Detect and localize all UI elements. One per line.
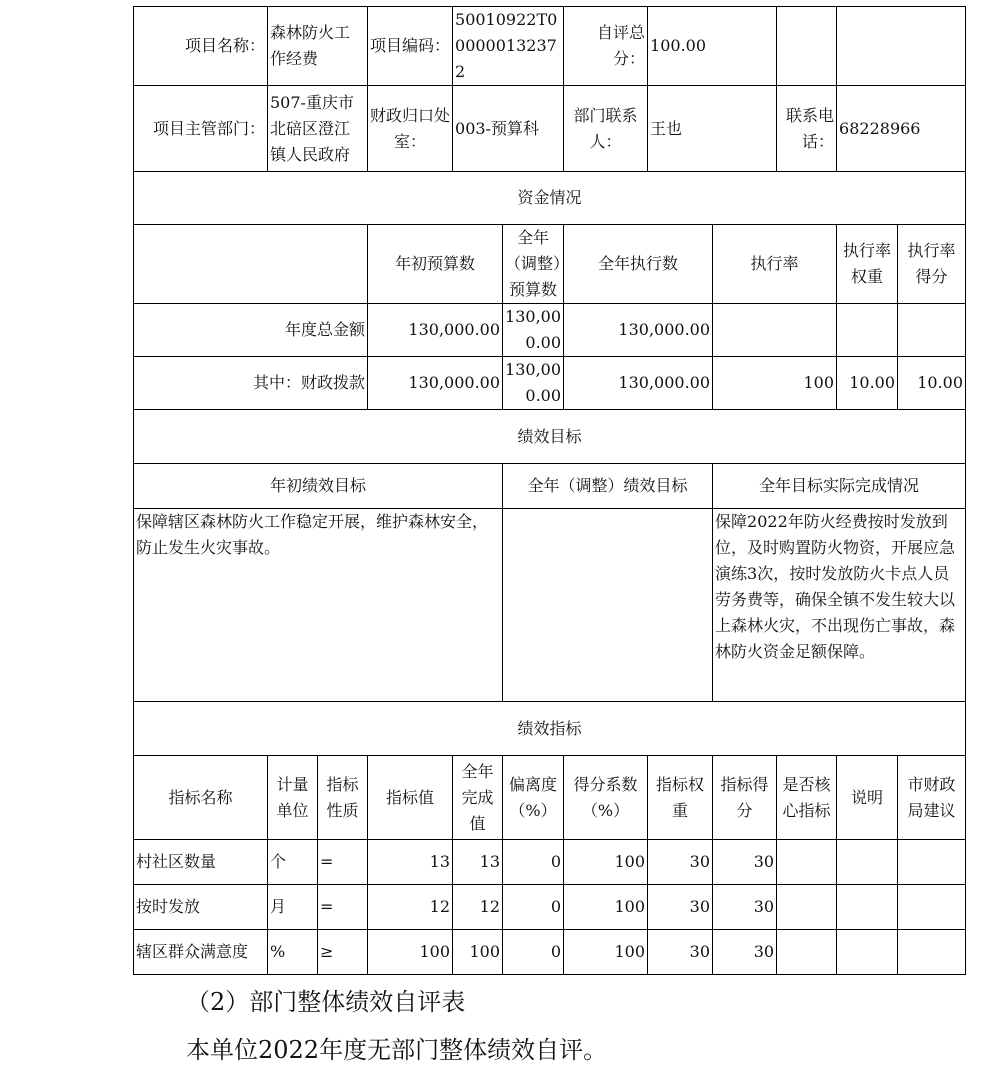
indicator-header-unit: 计量单位	[268, 756, 318, 840]
indicator-row	[134, 885, 966, 930]
indicator-nature: =	[318, 885, 368, 930]
indicator-name: 辖区群众满意度	[134, 930, 268, 975]
funding-score-value: 10.00	[898, 357, 966, 410]
funding-row-total	[134, 304, 966, 357]
funding-adjusted-value: 130,000.00	[503, 304, 564, 357]
indicator-header-done: 全年完成值	[453, 756, 503, 840]
empty-cell	[837, 7, 966, 86]
indicator-coefficient: 100	[564, 840, 648, 885]
indicator-header-core: 是否核心指标	[777, 756, 837, 840]
funding-header-blank	[134, 225, 368, 304]
goals-content-row	[134, 509, 966, 702]
phone-label: 联系电话：	[777, 86, 837, 172]
indicator-target: 12	[368, 885, 453, 930]
dept-value: 507-重庆市北碚区澄江镇人民政府	[268, 86, 368, 172]
self-score-label: 自评总分：	[564, 7, 648, 86]
indicator-core	[777, 885, 837, 930]
indicator-header-weight: 指标权重	[648, 756, 713, 840]
indicator-header-note: 说明	[837, 756, 898, 840]
funding-header-score: 执行率得分	[898, 225, 966, 304]
performance-evaluation-table	[133, 6, 966, 975]
funding-header-executed: 全年执行数	[564, 225, 713, 304]
project-info-row-2	[134, 86, 966, 172]
goals-header-actual: 全年目标实际完成情况	[713, 464, 966, 509]
contact-value: 王也	[648, 86, 777, 172]
project-code-label: 项目编码：	[368, 7, 453, 86]
indicator-name: 村社区数量	[134, 840, 268, 885]
indicator-header-deviation: 偏离度（%）	[503, 756, 564, 840]
indicator-note	[837, 885, 898, 930]
goals-initial-text: 保障辖区森林防火工作稳定开展，维护森林安全，防止发生火灾事故。	[134, 509, 503, 702]
indicator-advice	[898, 840, 966, 885]
indicator-weight: 30	[648, 930, 713, 975]
indicator-deviation: 0	[503, 840, 564, 885]
funding-row-label: 年度总金额	[134, 304, 368, 357]
funding-section-title: 资金情况	[134, 172, 966, 225]
phone-value: 68228966	[837, 86, 966, 172]
indicator-coefficient: 100	[564, 930, 648, 975]
indicator-score: 30	[713, 930, 777, 975]
indicator-weight: 30	[648, 840, 713, 885]
section-heading: （2）部门整体绩效自评表	[186, 988, 466, 1016]
indicator-core	[777, 930, 837, 975]
funding-score-value	[898, 304, 966, 357]
goals-header-row	[134, 464, 966, 509]
funding-adjusted-value: 130,000.00	[503, 357, 564, 410]
funding-row-fiscal	[134, 357, 966, 410]
funding-initial-value: 130,000.00	[368, 304, 503, 357]
funding-weight-value: 10.00	[837, 357, 898, 410]
indicators-header-row	[134, 756, 966, 840]
indicator-done: 12	[453, 885, 503, 930]
goals-adjusted-text	[503, 509, 713, 702]
funding-section-row	[134, 172, 966, 225]
finance-office-label: 财政归口处室：	[368, 86, 453, 172]
indicator-header-name: 指标名称	[134, 756, 268, 840]
indicator-deviation: 0	[503, 930, 564, 975]
indicator-score: 30	[713, 885, 777, 930]
indicator-coefficient: 100	[564, 885, 648, 930]
funding-header-weight: 执行率权重	[837, 225, 898, 304]
goals-actual-text: 保障2022年防火经费按时发放到位，及时购置防火物资，开展应急演练3次，按时发放防火卡点人员劳务费等，确保全镇不发生较大以上森林火灾，不出现伤亡事故，森林防火资金足额保障。	[713, 509, 966, 702]
funding-row-label: 其中：财政拨款	[134, 357, 368, 410]
project-name-label: 项目名称：	[134, 7, 268, 86]
funding-header-initial: 年初预算数	[368, 225, 503, 304]
goals-header-adjusted: 全年（调整）绩效目标	[503, 464, 713, 509]
funding-rate-value: 100	[713, 357, 837, 410]
funding-rate-value	[713, 304, 837, 357]
indicator-core	[777, 840, 837, 885]
funding-executed-value: 130,000.00	[564, 304, 713, 357]
indicator-score: 30	[713, 840, 777, 885]
indicators-section-title: 绩效指标	[134, 702, 966, 756]
project-code-value: 50010922T000000132372	[453, 7, 564, 86]
indicator-unit: %	[268, 930, 318, 975]
indicator-nature: ≥	[318, 930, 368, 975]
indicators-section-row	[134, 702, 966, 756]
indicator-name: 按时发放	[134, 885, 268, 930]
dept-label: 项目主管部门：	[134, 86, 268, 172]
indicator-header-target: 指标值	[368, 756, 453, 840]
funding-weight-value	[837, 304, 898, 357]
indicator-header-nature: 指标性质	[318, 756, 368, 840]
indicator-target: 13	[368, 840, 453, 885]
indicator-done: 100	[453, 930, 503, 975]
project-name-value: 森林防火工作经费	[268, 7, 368, 86]
indicator-unit: 个	[268, 840, 318, 885]
contact-label: 部门联系人：	[564, 86, 648, 172]
finance-office-value: 003-预算科	[453, 86, 564, 172]
goals-section-row	[134, 410, 966, 464]
funding-executed-value: 130,000.00	[564, 357, 713, 410]
indicator-note	[837, 840, 898, 885]
indicator-advice	[898, 885, 966, 930]
indicator-advice	[898, 930, 966, 975]
indicator-deviation: 0	[503, 885, 564, 930]
body-paragraph: 本单位2022年度无部门整体绩效自评。	[186, 1036, 608, 1064]
funding-initial-value: 130,000.00	[368, 357, 503, 410]
project-info-row-1	[134, 7, 966, 86]
indicator-row	[134, 930, 966, 975]
indicator-header-coefficient: 得分系数（%）	[564, 756, 648, 840]
indicator-weight: 30	[648, 885, 713, 930]
indicator-done: 13	[453, 840, 503, 885]
funding-header-rate: 执行率	[713, 225, 837, 304]
goals-section-title: 绩效目标	[134, 410, 966, 464]
goals-header-initial: 年初绩效目标	[134, 464, 503, 509]
funding-header-adjusted: 全年（调整）预算数	[503, 225, 564, 304]
indicator-note	[837, 930, 898, 975]
empty-cell	[777, 7, 837, 86]
indicator-row	[134, 840, 966, 885]
funding-header-row	[134, 225, 966, 304]
indicator-unit: 月	[268, 885, 318, 930]
indicator-header-advice: 市财政局建议	[898, 756, 966, 840]
self-score-value: 100.00	[648, 7, 777, 86]
indicator-nature: =	[318, 840, 368, 885]
indicator-target: 100	[368, 930, 453, 975]
indicator-header-score: 指标得分	[713, 756, 777, 840]
